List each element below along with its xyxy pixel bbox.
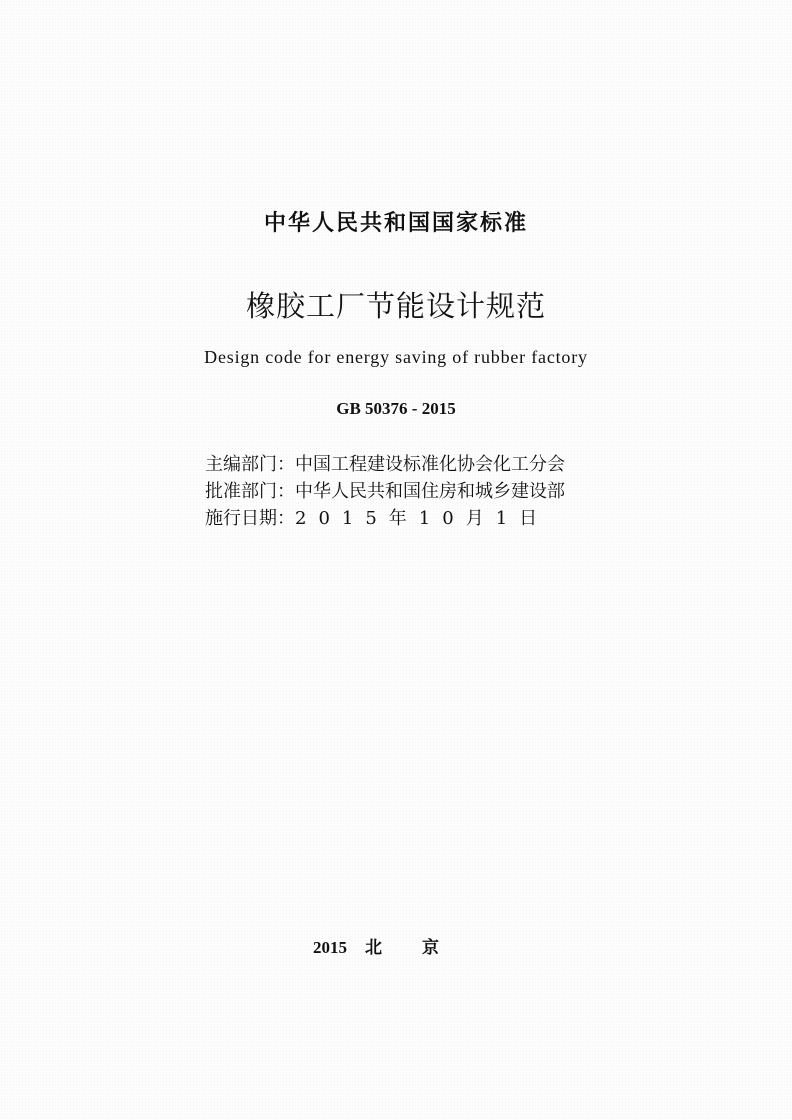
- publication-year: 2015: [313, 938, 347, 957]
- chief-editor-dept-row: [205, 451, 625, 478]
- document-title-english: Design code for energy saving of rubber factory: [204, 347, 588, 367]
- effective-date-value: 2015年10月1日: [295, 508, 550, 529]
- effective-date-row: [205, 505, 625, 532]
- approval-dept-label: 批准部门：: [205, 481, 295, 502]
- publication-info-block: [205, 451, 625, 532]
- publication-footer: [0, 933, 792, 958]
- standard-number: GB 50376 - 2015: [336, 399, 456, 418]
- approval-dept-row: [205, 478, 625, 505]
- document-title-chinese: 橡胶工厂节能设计规范: [245, 289, 546, 323]
- approval-dept-value: 中华人民共和国住房和城乡建设部: [295, 481, 565, 502]
- chief-editor-dept-value: 中国工程建设标准化协会化工分会: [295, 454, 565, 475]
- publication-city: 北京: [365, 938, 479, 958]
- chief-editor-dept-label: 主编部门：: [205, 454, 295, 475]
- national-standard-heading: 中华人民共和国国家标准: [263, 211, 528, 236]
- effective-date-label: 施行日期：: [205, 508, 295, 529]
